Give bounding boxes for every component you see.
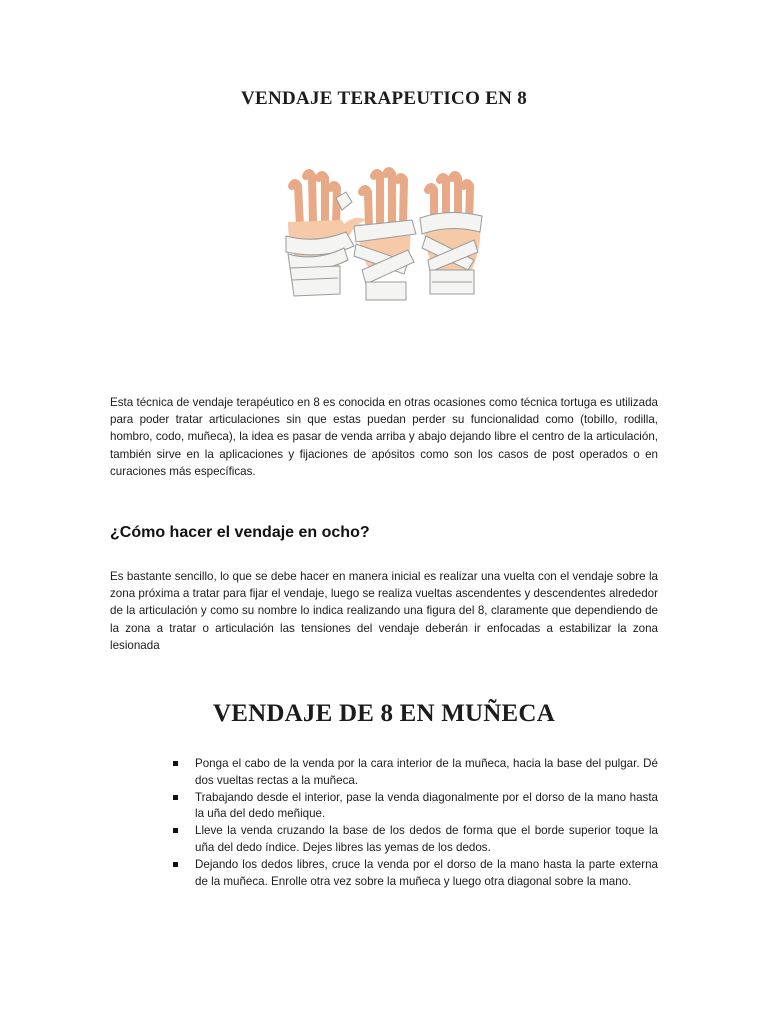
step-text: Trabajando desde el interior, pase la venda diagonalmente por el dorso de la mano hasta la uña del dedo meñique. — [195, 790, 658, 821]
wrist-section-title: VENDAJE DE 8 EN MUÑECA — [213, 700, 555, 727]
step-item — [195, 823, 658, 856]
steps-list — [195, 756, 658, 891]
bullet-icon — [173, 795, 178, 800]
section-heading: ¿Cómo hacer el vendaje en ocho? — [110, 524, 370, 541]
middle-hand-drawing — [354, 171, 416, 300]
step-item — [195, 857, 658, 890]
step-text: Dejando los dedos libres, cruce la venda por el dorso de la mano hasta la parte externa de la muñeca. Enrolle otra vez sobre la muñeca y luego otra diagonal sobre la mano. — [195, 858, 658, 888]
intro-paragraph: Esta técnica de vendaje terapéutico en 8 es conocida en otras ocasiones como técnica tortuga es utilizada para poder tratar articulaciones sin que estas puedan perder su funcionalidad como (tobillo, rodilla, hombro, codo, muñeca), la idea es pasar de venda arriba y abajo dejando libre el centro de la articulación, también sirve en la aplicaciones y fijaciones de apósitos como son los casos de post operados o en curaciones más específicas. — [110, 396, 658, 478]
bullet-icon — [173, 761, 178, 766]
step-item — [195, 756, 658, 789]
hands-bandage-illustration — [278, 162, 490, 302]
step-text: Lleve la venda cruzando la base de los dedos de forma que el borde superior toque la uña del dedo índice. Dejes libres las yemas de los dedos. — [195, 824, 658, 854]
bullet-icon — [173, 862, 178, 867]
step-item — [195, 790, 658, 823]
step-text: Ponga el cabo de la venda por la cara interior de la muñeca, hacia la base del pulgar. Dé dos vueltas rectas a la muñeca. — [195, 757, 658, 787]
left-hand-drawing — [286, 173, 366, 296]
bullet-icon — [173, 828, 178, 833]
section-paragraph: Es bastante sencillo, lo que se debe hacer en manera inicial es realizar una vuelta con el vendaje sobre la zona próxima a tratar para fijar el vendaje, luego se realiza vueltas ascendentes y descendentes alrededor de la articulación y como su nombre lo indica realizando una figura del 8, claramente que dependiendo de la zona a tratar o articulación las tensiones del vendaje deberán ir enfocadas a estabilizar la zona lesionada — [110, 570, 658, 652]
document-title: VENDAJE TERAPEUTICO EN 8 — [240, 88, 528, 109]
right-hand-drawing — [420, 175, 482, 294]
